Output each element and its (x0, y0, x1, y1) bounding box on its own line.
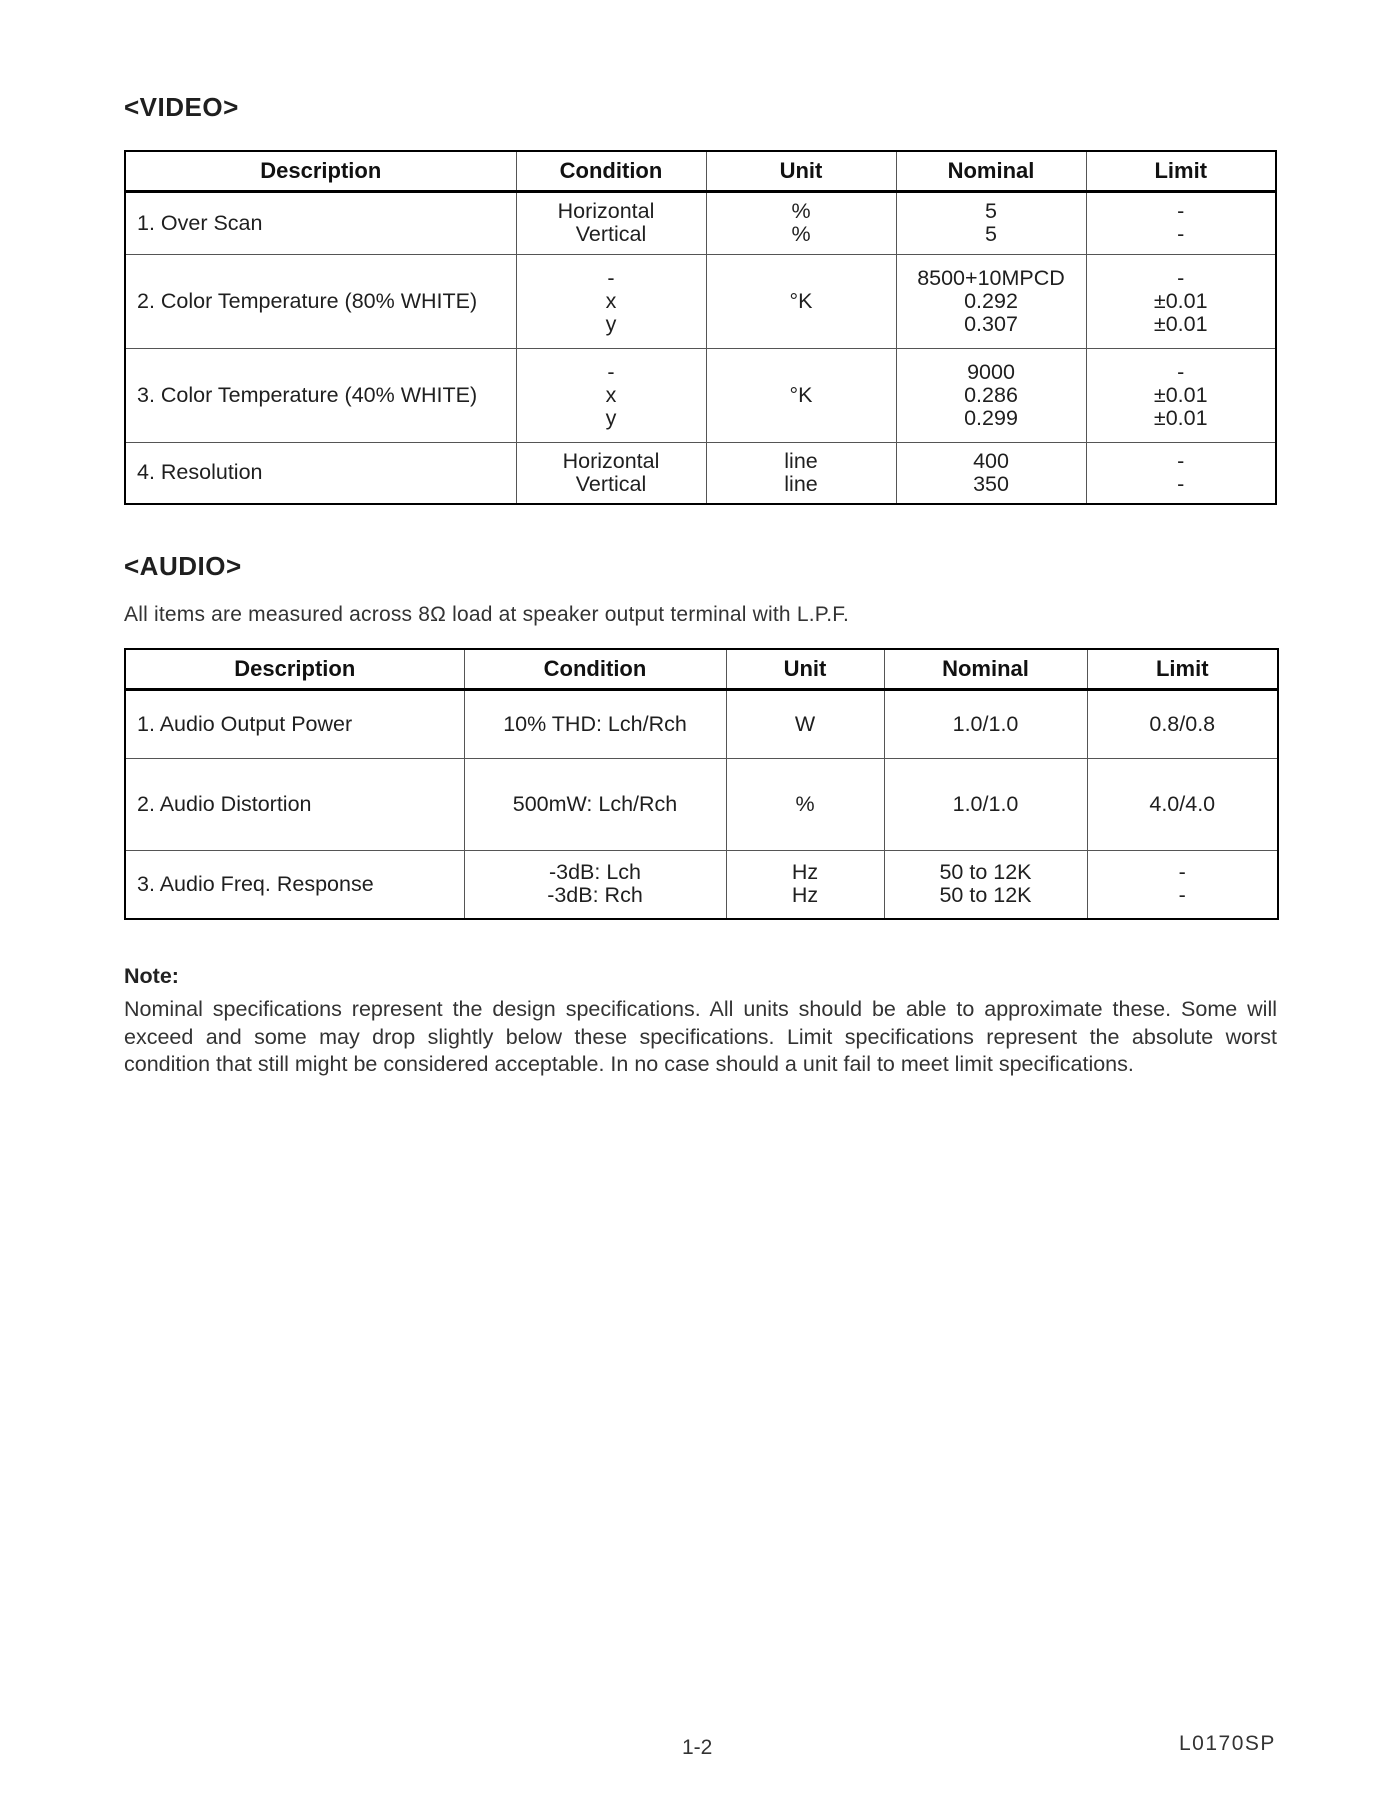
table-row (125, 348, 1276, 442)
row-condition (464, 758, 726, 850)
document-code: L0170SP (1179, 1732, 1276, 1755)
audio-header-row (125, 649, 1278, 689)
condition-value: x (605, 382, 617, 407)
table-row (125, 850, 1278, 919)
row-unit (706, 348, 896, 442)
nominal-value: 350 (973, 471, 1009, 496)
limit-value: - (1177, 199, 1185, 223)
nominal-value: 1.0/1.0 (952, 791, 1019, 816)
table-row (125, 689, 1278, 758)
audio-section-title: <AUDIO> (124, 551, 242, 581)
table-row (125, 442, 1276, 504)
limit-value: ±0.01 (1153, 311, 1208, 336)
limit-value: ±0.01 (1153, 382, 1208, 407)
row-limit (1087, 850, 1278, 919)
limit-value: - (1177, 222, 1185, 246)
row-description: 2. Audio Distortion (125, 758, 464, 850)
video-spec-table (124, 150, 1277, 505)
row-limit (1087, 758, 1278, 850)
nominal-value: 0.292 (964, 288, 1018, 313)
row-nominal (896, 191, 1086, 254)
video-section-title: <VIDEO> (124, 92, 239, 122)
limit-value: - (1177, 265, 1185, 290)
nominal-value: 1.0/1.0 (952, 711, 1019, 736)
row-unit (706, 191, 896, 254)
row-description: 1. Audio Output Power (125, 689, 464, 758)
row-unit (706, 442, 896, 504)
note-text: Nominal specifications represent the design specifications. All units should be able to approximate these. Some will exceed and some may drop slightly below these specifications. Limit specifications represent the absolute worst condition that still might be considered acceptable. In no case should a unit fail to meet limit specifications. (124, 997, 1277, 1076)
nominal-value: 9000 (967, 359, 1015, 384)
limit-value: - (1177, 471, 1185, 496)
audio-header-unit: Unit (726, 649, 884, 689)
unit-value: W (794, 711, 816, 736)
unit-value: °K (789, 288, 813, 313)
row-unit (706, 254, 896, 348)
condition-value: 500mW: Lch/Rch (512, 791, 678, 816)
row-limit (1087, 689, 1278, 758)
unit-value: Hz (791, 883, 819, 908)
row-nominal (884, 850, 1087, 919)
audio-header-description: Description (125, 649, 464, 689)
unit-value: % (795, 791, 815, 816)
video-header-unit: Unit (706, 151, 896, 191)
nominal-value: 0.299 (964, 405, 1018, 430)
row-limit (1086, 254, 1276, 348)
condition-value: Vertical (575, 222, 647, 246)
unit-value: % (791, 199, 811, 223)
unit-value: % (791, 222, 811, 246)
unit-value: line (784, 448, 818, 473)
condition-value: y (605, 311, 617, 336)
row-description: 3. Audio Freq. Response (125, 850, 464, 919)
table-row (125, 191, 1276, 254)
row-condition (516, 191, 706, 254)
unit-value: °K (789, 382, 813, 407)
row-limit (1086, 442, 1276, 504)
limit-value: - (1177, 448, 1185, 473)
row-condition (464, 689, 726, 758)
row-description: 2. Color Temperature (80% WHITE) (125, 254, 516, 348)
row-description: 1. Over Scan (125, 191, 516, 254)
video-header-description: Description (125, 151, 516, 191)
row-condition (516, 254, 706, 348)
limit-value: ±0.01 (1153, 288, 1208, 313)
condition-value: Horizontal (562, 448, 660, 473)
audio-header-limit: Limit (1087, 649, 1278, 689)
condition-value: - (607, 359, 615, 384)
limit-value: - (1178, 860, 1186, 885)
row-nominal (884, 758, 1087, 850)
nominal-value: 50 to 12K (939, 883, 1032, 908)
row-limit (1086, 191, 1276, 254)
condition-value: -3dB: Lch (548, 860, 642, 885)
audio-header-condition: Condition (464, 649, 726, 689)
row-description: 3. Color Temperature (40% WHITE) (125, 348, 516, 442)
table-row (125, 758, 1278, 850)
condition-value: 10% THD: Lch/Rch (503, 711, 687, 736)
row-unit (726, 689, 884, 758)
unit-value: line (784, 471, 818, 496)
video-header-condition: Condition (516, 151, 706, 191)
page-number: 1-2 (682, 1736, 713, 1759)
row-nominal (896, 348, 1086, 442)
audio-intro-text: All items are measured across 8Ω load at speaker output terminal with L.P.F. (124, 603, 850, 626)
row-nominal (884, 689, 1087, 758)
row-condition (516, 442, 706, 504)
nominal-value: 5 (985, 199, 997, 223)
video-header-nominal: Nominal (896, 151, 1086, 191)
unit-value: Hz (791, 860, 819, 885)
nominal-value: 50 to 12K (939, 860, 1032, 885)
condition-value: y (605, 405, 617, 430)
condition-value: - (607, 265, 615, 290)
limit-value: - (1178, 883, 1186, 908)
nominal-value: 8500+10MPCD (917, 265, 1065, 290)
nominal-value: 400 (973, 448, 1009, 473)
row-condition (464, 850, 726, 919)
condition-value: Vertical (575, 471, 647, 496)
row-nominal (896, 442, 1086, 504)
video-header-limit: Limit (1086, 151, 1276, 191)
limit-value: ±0.01 (1153, 405, 1208, 430)
limit-value: - (1177, 359, 1185, 384)
row-limit (1086, 348, 1276, 442)
table-row (125, 254, 1276, 348)
row-condition (516, 348, 706, 442)
nominal-value: 0.286 (964, 382, 1018, 407)
row-unit (726, 850, 884, 919)
limit-value: 4.0/4.0 (1149, 791, 1216, 816)
row-description: 4. Resolution (125, 442, 516, 504)
row-nominal (896, 254, 1086, 348)
condition-value: x (605, 288, 617, 313)
note-title: Note: (124, 964, 179, 988)
nominal-value: 0.307 (964, 311, 1018, 336)
condition-value: Horizontal (557, 199, 655, 223)
audio-spec-table (124, 648, 1279, 920)
row-unit (726, 758, 884, 850)
nominal-value: 5 (985, 222, 997, 246)
audio-header-nominal: Nominal (884, 649, 1087, 689)
limit-value: 0.8/0.8 (1149, 711, 1216, 736)
condition-value: -3dB: Rch (547, 883, 643, 908)
video-header-row (125, 151, 1276, 191)
